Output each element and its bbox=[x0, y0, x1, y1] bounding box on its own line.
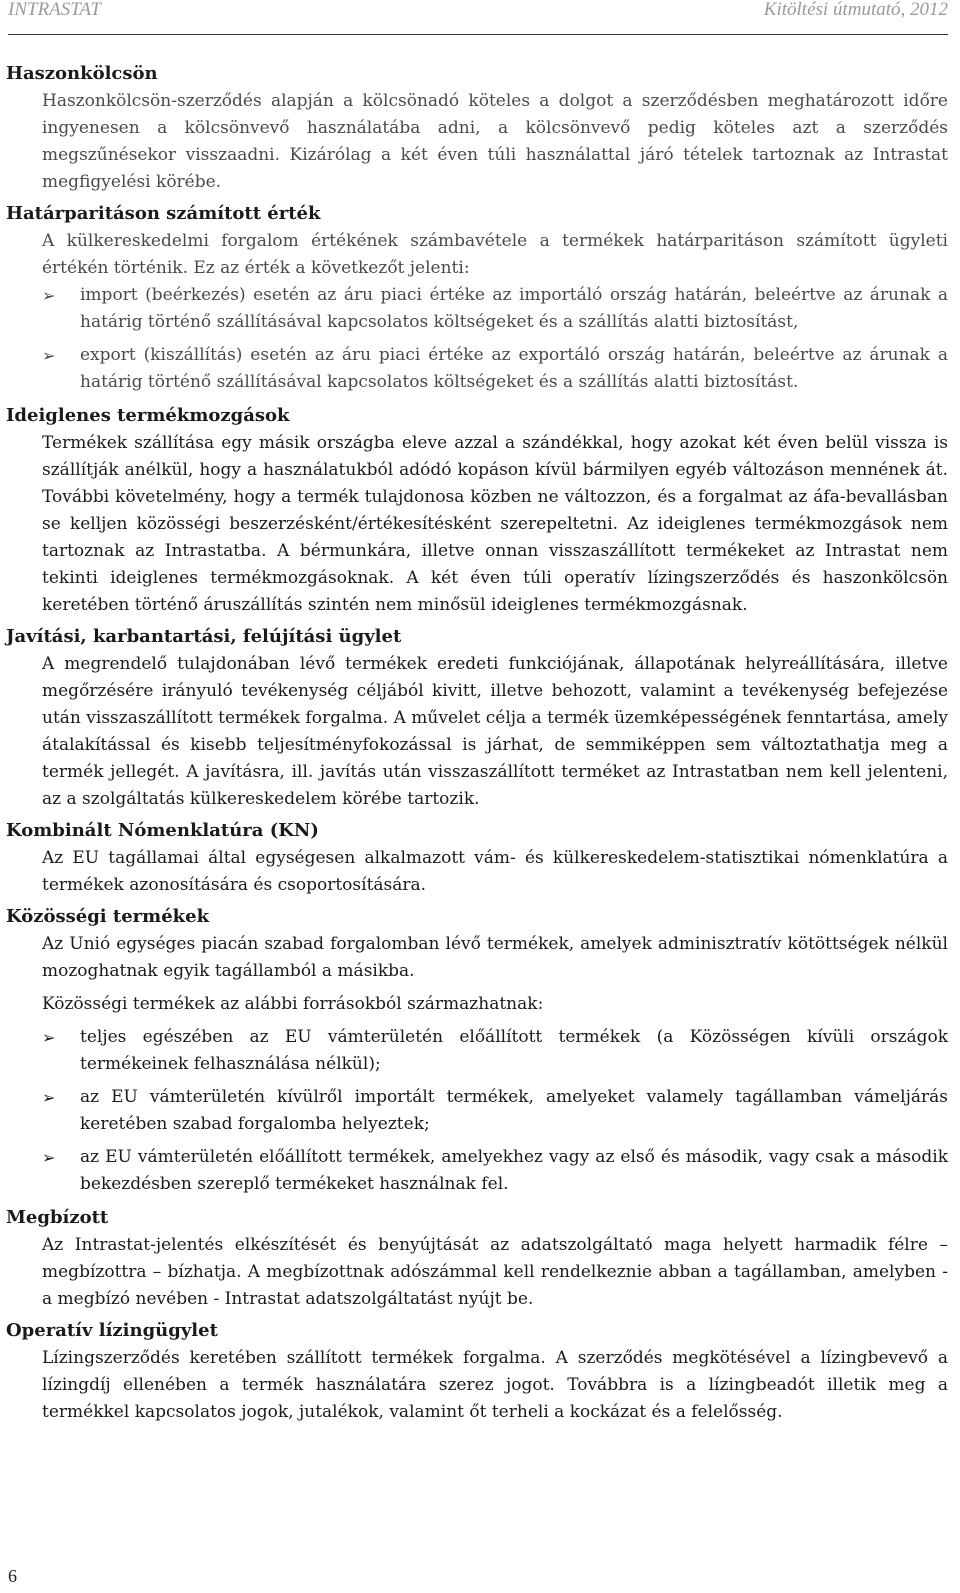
arrow-bullet-icon: ➢ bbox=[42, 1028, 56, 1047]
list-item: ➢ az EU vámterületén kívülről importált termékek, amelyeket valamely tagállamban vámeljárás keretében szabad forgalomba helyeztek; bbox=[42, 1084, 948, 1138]
section-javitasi bbox=[6, 623, 948, 813]
section-paragraph: A megrendelő tulajdonában lévő termékek eredeti funkciójának, állapotának helyreállítására, illetve megőrzésére irányuló tevékenység céljából kivitt, illetve behozott, valamint a tevékenység befejezése után visszaszállított termékek forgalma. A művelet célja a termék üzemképességének fenntartása, amely átalakítással és kisebb teljesítményfokozással is járhat, de semmiképpen sem változtathatja meg a termék jellegét. A javításra, ill. javítás után visszaszállított terméket az Intrastatban nem kell jelenteni, az a szolgáltatás külkereskedelem körébe tartozik. bbox=[42, 654, 948, 809]
section-heading: Határparitáson számított érték bbox=[6, 203, 321, 224]
section-heading: Közösségi termékek bbox=[6, 906, 210, 927]
section-operativ bbox=[6, 1317, 948, 1426]
header-subtitle: Kitöltési útmutató, 2012 bbox=[763, 0, 948, 20]
page-header bbox=[8, 0, 948, 35]
arrow-bullet-icon: ➢ bbox=[42, 346, 56, 365]
list-item: ➢ import (beérkezés) esetén az áru piaci értéke az importáló ország határán, beleértve az árunak a határig történő szállításával kapcsolatos költségeket és a szállítás alatti biztosítást, bbox=[42, 282, 948, 336]
section-heading: Megbízott bbox=[6, 1207, 109, 1228]
section-hatarparitas bbox=[6, 200, 948, 396]
section-heading: Ideiglenes termékmozgások bbox=[6, 405, 290, 426]
section-paragraph: Az EU tagállamai által egységesen alkalmazott vám- és külkereskedelem-statisztikai nómenklatúra a termékek azonosítására és csoportosítására. bbox=[42, 848, 948, 895]
arrow-bullet-icon: ➢ bbox=[42, 286, 56, 305]
header-title: INTRASTAT bbox=[8, 0, 101, 20]
section-heading: Haszonkölcsön bbox=[6, 63, 158, 84]
section-paragraph: Az Intrastat-jelentés elkészítését és benyújtását az adatszolgáltató maga helyett harmadik félre – megbízottra – bízhatja. A megbízottnak adószámmal kell rendelkeznie abban a tagállamban, amelyben - a megbízó nevében - Intrastat adatszolgáltatást nyújt be. bbox=[42, 1235, 948, 1309]
bullet-list bbox=[42, 1024, 948, 1198]
section-heading: Kombinált Nómenklatúra (KN) bbox=[6, 820, 319, 841]
section-kn bbox=[6, 817, 948, 899]
list-item: ➢ teljes egészében az EU vámterületén előállított termékek (a Közösségen kívüli országok termékeinek felhasználása nélkül); bbox=[42, 1024, 948, 1078]
bullet-list bbox=[42, 282, 948, 396]
document-body bbox=[6, 60, 948, 1430]
list-item: ➢ az EU vámterületén előállított termékek, amelyekhez vagy az első és második, vagy csak a második bekezdésben szereplő termékeket használnak fel. bbox=[42, 1144, 948, 1198]
section-paragraph: Közösségi termékek az alábbi forrásokból származhatnak: bbox=[42, 994, 544, 1014]
section-ideiglenes bbox=[6, 402, 948, 619]
list-item: ➢ export (kiszállítás) esetén az áru piaci értéke az exportáló ország határán, beleértve az árunak a határig történő szállításával kapcsolatos költségeket és a szállítás alatti biztosítást. bbox=[42, 342, 948, 396]
arrow-bullet-icon: ➢ bbox=[42, 1088, 56, 1107]
section-paragraph: A külkereskedelmi forgalom értékének számbavétele a termékek határparitáson számított ügyleti értékén történik. Ez az érték a következőt jelenti: bbox=[42, 231, 948, 278]
section-megbizott bbox=[6, 1204, 948, 1313]
section-haszonkolcson bbox=[6, 60, 948, 196]
section-heading: Javítási, karbantartási, felújítási ügylet bbox=[6, 626, 402, 647]
section-kozossegi bbox=[6, 903, 948, 1198]
section-paragraph: Haszonkölcsön-szerződés alapján a kölcsönadó köteles a dolgot a szerződésben meghatározott időre ingyenesen a kölcsönvevő használatába adni, a kölcsönvevő pedig köteles azt a szerződés megszűnésekor visszaadni. Kizárólag a két éven túli használattal járó tételek tartoznak az Intrastat megfigyelési körébe. bbox=[42, 91, 948, 192]
page-number: 6 bbox=[8, 1566, 17, 1586]
section-paragraph: Termékek szállítása egy másik országba eleve azzal a szándékkal, hogy azokat két éven belül vissza is szállítják anélkül, hogy a használatukból adódó kopáson kívül bármilyen egyéb változáson mennének át. További követelmény, hogy a termék tulajdonosa közben ne változzon, és a forgalmat az áfa-bevallásban se kelljen közösségi beszerzésként/értékesítésként szerepeltetni. Az ideiglenes termékmozgások nem tartoznak az Intrastatba. A bérmunkára, illetve onnan visszaszállított termékeket az Intrastat nem tekinti ideiglenes termékmozgásoknak. A két éven túli operatív lízingszerződés és haszonkölcsön keretében történő áruszállítás szintén nem minősül ideiglenes termékmozgásnak. bbox=[42, 433, 948, 615]
arrow-bullet-icon: ➢ bbox=[42, 1148, 56, 1167]
section-heading: Operatív lízingügylet bbox=[6, 1320, 218, 1341]
section-paragraph: Az Unió egységes piacán szabad forgalomban lévő termékek, amelyek adminisztratív kötöttségek nélkül mozoghatnak egyik tagállamból a másikba. bbox=[42, 934, 948, 981]
section-paragraph: Lízingszerződés keretében szállított termékek forgalma. A szerződés megkötésével a lízingbevevő a lízingdíj ellenében a termék használatára szerez jogot. Továbbra is a lízingbeadót illetik meg a termékkel kapcsolatos jogok, jutalékok, valamint őt terheli a kockázat és a felelősség. bbox=[42, 1348, 948, 1422]
